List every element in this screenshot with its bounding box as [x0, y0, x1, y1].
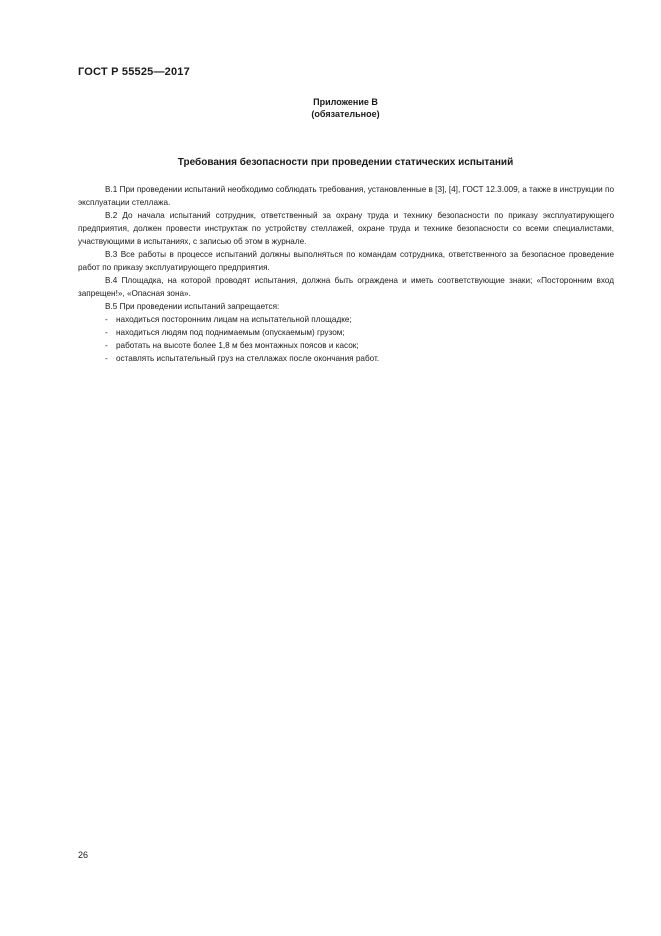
body-text [78, 183, 614, 365]
prohibitions-list [78, 313, 614, 365]
paragraph-b1: В.1 При проведении испытаний необходимо соблюдать требования, установленные в [3], [4], ГОСТ 12.3.009, а также в инструкции по эксплуатации стеллажа. [78, 185, 614, 207]
list-item [78, 313, 614, 326]
list-bullet: - [105, 315, 108, 324]
list-item-text: находиться посторонним лицам на испытательной площадке; [116, 315, 352, 324]
document-code: ГОСТ Р 55525—2017 [78, 66, 190, 78]
paragraph-b4: В.4 Площадка, на которой проводят испытания, должна быть ограждена и иметь соответствующие знаки; «Посторонним вход запрещен!», «Опасная зона». [78, 276, 614, 298]
paragraph-b3: В.3 Все работы в процессе испытаний должны выполняться по командам сотрудника, ответственного за безопасное проведение работ по приказу эксплуатирующего предприятия. [78, 250, 614, 272]
paragraph-b5: В.5 При проведении испытаний запрещается: [105, 302, 280, 311]
list-item-text: оставлять испытательный груз на стеллажах после окончания работ. [116, 354, 380, 363]
paragraph-b2: В.2 До начала испытаний сотрудник, ответственный за охрану труда и технику безопасности по приказу эксплуатирующего предприятия, должен провести инструктаж по устройству стеллажей, охране труда и технике безопасности со всеми специалистами, участвующими в испытаниях, с записью об этом в журнале. [78, 211, 614, 246]
list-bullet: - [105, 341, 108, 350]
list-item [78, 339, 614, 352]
page-number: 26 [78, 850, 89, 860]
appendix-title: Приложение В [313, 97, 378, 107]
list-bullet: - [105, 354, 108, 363]
list-item-text: работать на высоте более 1,8 м без монтажных поясов и касок; [116, 341, 359, 350]
list-bullet: - [105, 328, 108, 337]
list-item-text: находиться людям под поднимаемым (опускаемым) грузом; [116, 328, 345, 337]
appendix-heading [78, 96, 613, 120]
section-title: Требования безопасности при проведении статических испытаний [177, 157, 514, 168]
list-item [78, 352, 614, 365]
appendix-status: (обязательное) [311, 109, 380, 119]
list-item [78, 326, 614, 339]
